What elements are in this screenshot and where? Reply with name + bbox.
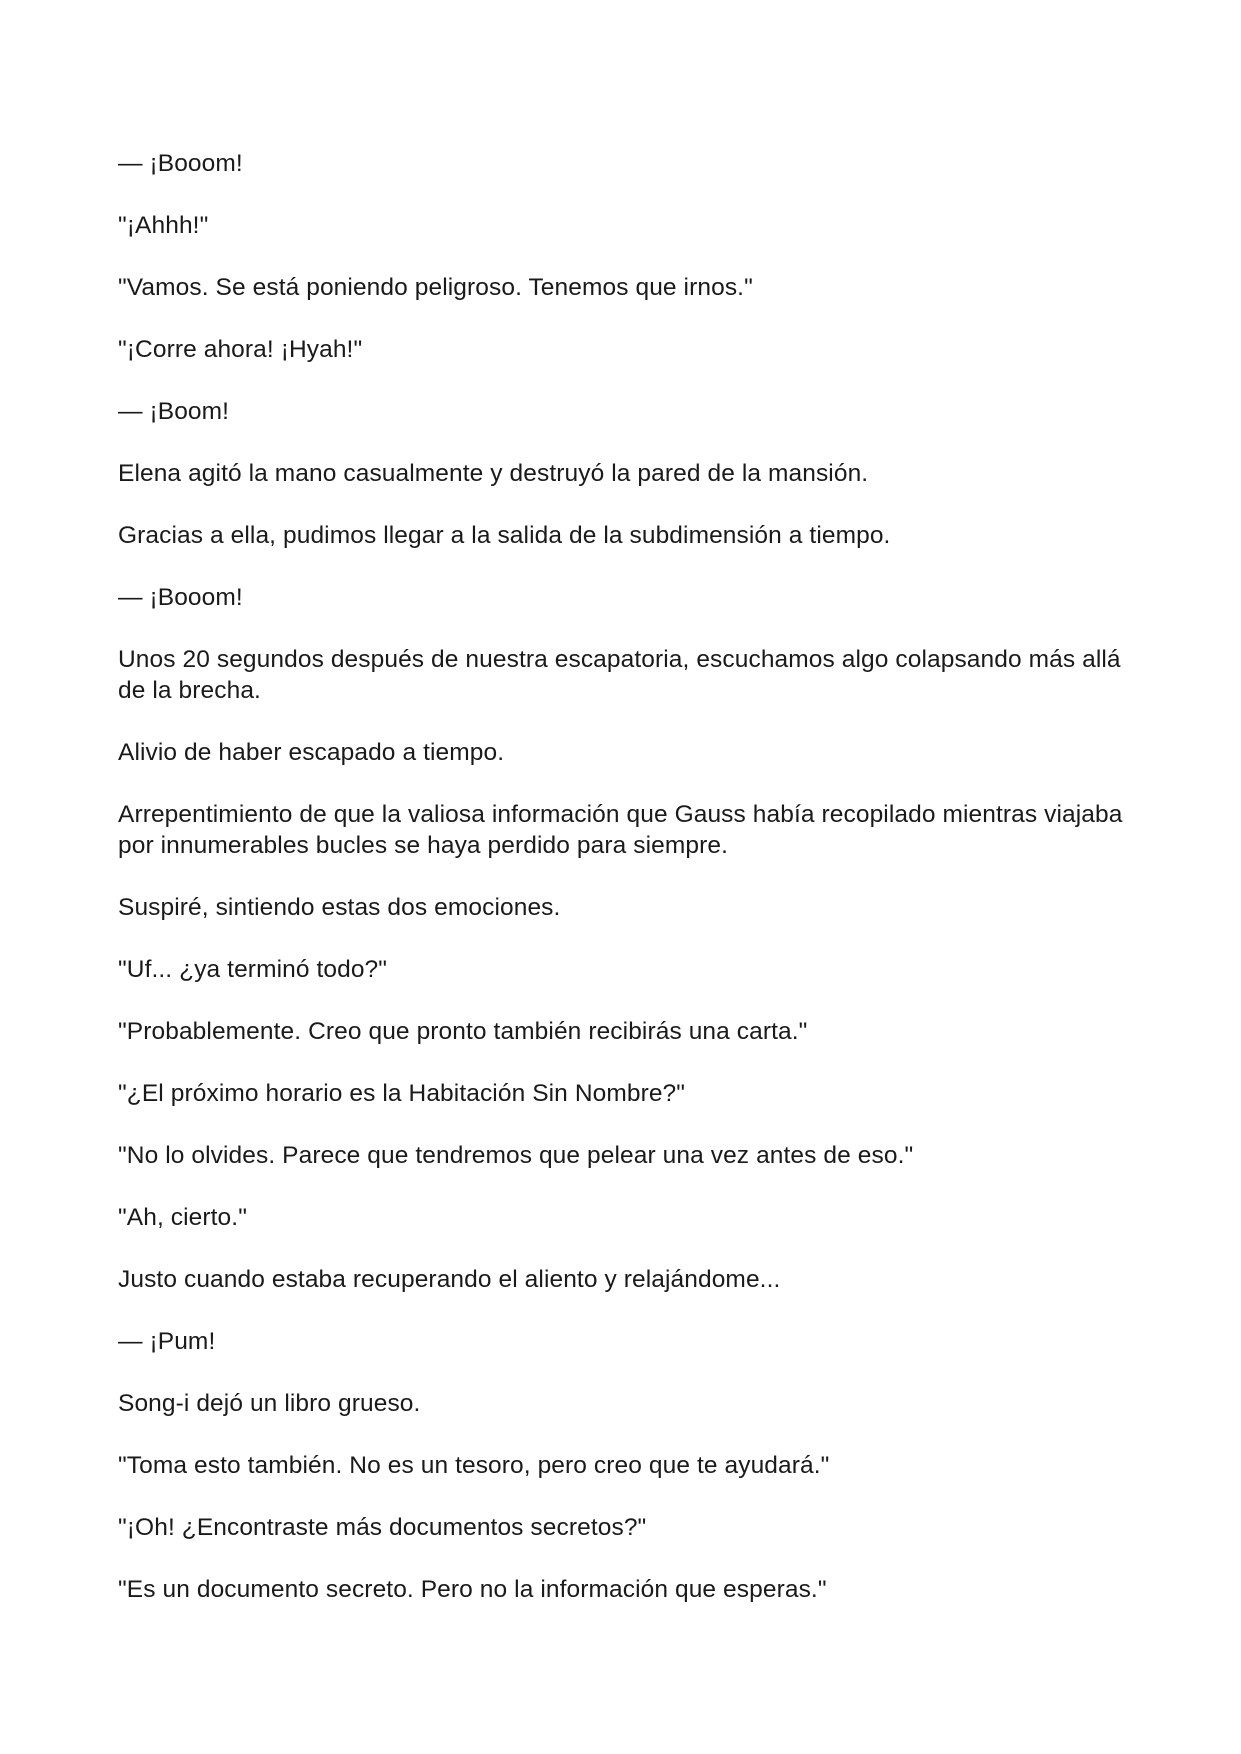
paragraph: "¿El próximo horario es la Habitación Sin Nombre?": [118, 1080, 686, 1107]
paragraph: Suspiré, sintiendo estas dos emociones.: [118, 894, 561, 921]
paragraph: Justo cuando estaba recuperando el aliento y relajándome...: [118, 1266, 781, 1293]
paragraph: "¡Corre ahora! ¡Hyah!": [118, 336, 363, 363]
paragraph: "Ah, cierto.": [118, 1204, 247, 1231]
paragraph: "Vamos. Se está poniendo peligroso. Tenemos que irnos.": [118, 274, 753, 301]
paragraph: "¡Ahhh!": [118, 212, 209, 239]
paragraph: "Toma esto también. No es un tesoro, pero creo que te ayudará.": [118, 1452, 830, 1479]
paragraph: "No lo olvides. Parece que tendremos que pelear una vez antes de eso.": [118, 1142, 914, 1169]
document-body: [118, 148, 1128, 1636]
paragraph: Song-i dejó un libro grueso.: [118, 1390, 421, 1417]
paragraph: — ¡Booom!: [118, 150, 243, 177]
paragraph: Alivio de haber escapado a tiempo.: [118, 739, 505, 766]
paragraph: Elena agitó la mano casualmente y destruyó la pared de la mansión.: [118, 460, 869, 487]
paragraph: Unos 20 segundos después de nuestra escapatoria, escuchamos algo colapsando más allá de la brecha.: [118, 646, 1121, 704]
paragraph: — ¡Boom!: [118, 398, 230, 425]
paragraph: — ¡Booom!: [118, 584, 243, 611]
paragraph: — ¡Pum!: [118, 1328, 216, 1355]
paragraph: "Probablemente. Creo que pronto también recibirás una carta.": [118, 1018, 808, 1045]
paragraph: Arrepentimiento de que la valiosa información que Gauss había recopilado mientras viajaba por innumerables bucles se haya perdido para siempre.: [118, 801, 1123, 859]
paragraph: Gracias a ella, pudimos llegar a la salida de la subdimensión a tiempo.: [118, 522, 891, 549]
paragraph: "Uf... ¿ya terminó todo?": [118, 956, 388, 983]
paragraph: "Es un documento secreto. Pero no la información que esperas.": [118, 1576, 827, 1603]
paragraph: "¡Oh! ¿Encontraste más documentos secretos?": [118, 1514, 647, 1541]
